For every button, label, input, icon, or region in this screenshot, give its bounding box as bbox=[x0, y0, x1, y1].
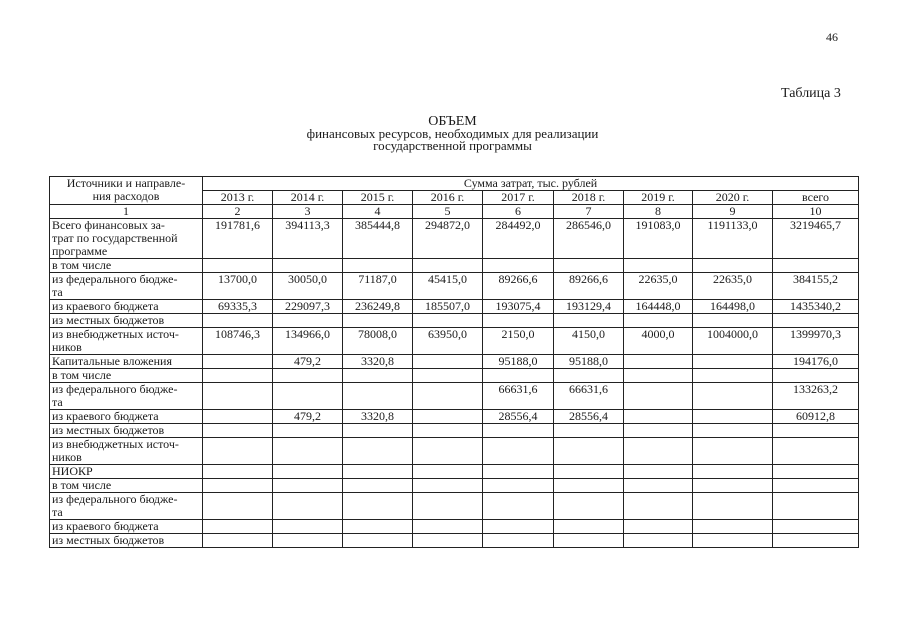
table-row bbox=[50, 273, 859, 300]
table-row bbox=[50, 534, 859, 548]
document-title: ОБЪЕМ bbox=[428, 114, 477, 129]
value-cell: 479,2 bbox=[273, 410, 343, 424]
value-cell bbox=[273, 493, 343, 520]
document-subtitle-line-2: государственной программы bbox=[373, 138, 532, 153]
value-cell: 89266,6 bbox=[554, 273, 624, 300]
table-row bbox=[50, 424, 859, 438]
row-label: из внебюджетных источ- ников bbox=[50, 328, 203, 355]
value-cell: 236249,8 bbox=[343, 300, 413, 314]
value-cell: 22635,0 bbox=[693, 273, 773, 300]
value-cell bbox=[273, 314, 343, 328]
value-cell: 66631,6 bbox=[483, 383, 554, 410]
value-cell bbox=[413, 259, 483, 273]
value-cell: 89266,6 bbox=[483, 273, 554, 300]
value-cell bbox=[693, 259, 773, 273]
value-cell bbox=[413, 465, 483, 479]
value-cell bbox=[203, 424, 273, 438]
value-cell: 479,2 bbox=[273, 355, 343, 369]
value-cell: 2150,0 bbox=[483, 328, 554, 355]
column-number-cell: 4 bbox=[343, 205, 413, 219]
value-cell bbox=[483, 493, 554, 520]
value-cell: 193075,4 bbox=[483, 300, 554, 314]
value-cell bbox=[413, 479, 483, 493]
value-cell bbox=[273, 369, 343, 383]
value-cell: 28556,4 bbox=[554, 410, 624, 424]
value-cell: 191083,0 bbox=[624, 219, 693, 259]
table-row bbox=[50, 479, 859, 493]
header-year-cell: 2014 г. bbox=[273, 191, 343, 205]
value-cell bbox=[413, 534, 483, 548]
value-cell bbox=[413, 424, 483, 438]
value-cell bbox=[203, 410, 273, 424]
value-cell: 28556,4 bbox=[483, 410, 554, 424]
value-cell bbox=[273, 383, 343, 410]
value-cell: 194176,0 bbox=[773, 355, 859, 369]
value-cell bbox=[413, 438, 483, 465]
value-cell bbox=[483, 369, 554, 383]
value-cell bbox=[203, 479, 273, 493]
value-cell bbox=[624, 314, 693, 328]
value-cell bbox=[773, 438, 859, 465]
value-cell bbox=[273, 438, 343, 465]
value-cell: 60912,8 bbox=[773, 410, 859, 424]
table-row bbox=[50, 219, 859, 259]
value-cell bbox=[273, 479, 343, 493]
value-cell: 384155,2 bbox=[773, 273, 859, 300]
value-cell bbox=[203, 438, 273, 465]
value-cell bbox=[273, 424, 343, 438]
value-cell bbox=[343, 520, 413, 534]
column-number-cell: 9 bbox=[693, 205, 773, 219]
value-cell bbox=[554, 479, 624, 493]
value-cell: 4000,0 bbox=[624, 328, 693, 355]
value-cell: 193129,4 bbox=[554, 300, 624, 314]
value-cell bbox=[624, 410, 693, 424]
value-cell: 286546,0 bbox=[554, 219, 624, 259]
value-cell: 71187,0 bbox=[343, 273, 413, 300]
table-label: Таблица 3 bbox=[781, 86, 841, 101]
value-cell bbox=[273, 534, 343, 548]
value-cell: 95188,0 bbox=[554, 355, 624, 369]
value-cell: 385444,8 bbox=[343, 219, 413, 259]
value-cell bbox=[483, 465, 554, 479]
table-row bbox=[50, 259, 859, 273]
value-cell bbox=[343, 465, 413, 479]
value-cell bbox=[554, 314, 624, 328]
value-cell bbox=[483, 534, 554, 548]
header-year-cell: 2015 г. bbox=[343, 191, 413, 205]
value-cell: 108746,3 bbox=[203, 328, 273, 355]
value-cell: 229097,3 bbox=[273, 300, 343, 314]
value-cell bbox=[773, 493, 859, 520]
table-body bbox=[50, 219, 859, 548]
value-cell bbox=[624, 479, 693, 493]
header-year-cell: 2020 г. bbox=[693, 191, 773, 205]
value-cell bbox=[343, 314, 413, 328]
row-label: из краевого бюджета bbox=[50, 410, 203, 424]
value-cell: 134966,0 bbox=[273, 328, 343, 355]
value-cell bbox=[483, 424, 554, 438]
value-cell bbox=[273, 520, 343, 534]
row-label: из внебюджетных источ- ников bbox=[50, 438, 203, 465]
column-number-cell: 5 bbox=[413, 205, 483, 219]
value-cell bbox=[413, 383, 483, 410]
value-cell bbox=[773, 465, 859, 479]
value-cell bbox=[624, 424, 693, 438]
value-cell bbox=[554, 534, 624, 548]
value-cell bbox=[203, 493, 273, 520]
value-cell bbox=[203, 520, 273, 534]
header-year-cell: 2016 г. bbox=[413, 191, 483, 205]
value-cell bbox=[273, 465, 343, 479]
value-cell bbox=[413, 369, 483, 383]
value-cell bbox=[343, 438, 413, 465]
table-row bbox=[50, 369, 859, 383]
value-cell bbox=[554, 438, 624, 465]
column-number-cell: 6 bbox=[483, 205, 554, 219]
value-cell: 164498,0 bbox=[693, 300, 773, 314]
value-cell bbox=[693, 424, 773, 438]
column-number-cell: 1 bbox=[50, 205, 203, 219]
value-cell: 1004000,0 bbox=[693, 328, 773, 355]
value-cell bbox=[343, 383, 413, 410]
value-cell bbox=[624, 493, 693, 520]
header-row-top bbox=[50, 177, 859, 191]
value-cell bbox=[693, 520, 773, 534]
value-cell bbox=[773, 479, 859, 493]
header-column-numbers-row bbox=[50, 205, 859, 219]
value-cell: 1435340,2 bbox=[773, 300, 859, 314]
value-cell bbox=[413, 520, 483, 534]
header-sum-group: Сумма затрат, тыс. рублей bbox=[203, 177, 859, 191]
row-label: в том числе bbox=[50, 259, 203, 273]
row-label: из федерального бюдже- та bbox=[50, 273, 203, 300]
document-subtitle-line-1: финансовых ресурсов, необходимых для реализации bbox=[306, 126, 599, 141]
header-year-cell: всего bbox=[773, 191, 859, 205]
value-cell bbox=[413, 355, 483, 369]
table-row bbox=[50, 438, 859, 465]
header-source-column: Источники и направле- ния расходов bbox=[50, 177, 203, 205]
value-cell bbox=[693, 369, 773, 383]
row-label: из местных бюджетов bbox=[50, 424, 203, 438]
table-row bbox=[50, 300, 859, 314]
value-cell bbox=[773, 520, 859, 534]
row-label: НИОКР bbox=[50, 465, 203, 479]
value-cell bbox=[343, 534, 413, 548]
value-cell bbox=[203, 369, 273, 383]
value-cell bbox=[773, 314, 859, 328]
column-number-cell: 8 bbox=[624, 205, 693, 219]
value-cell bbox=[483, 438, 554, 465]
row-label: в том числе bbox=[50, 369, 203, 383]
value-cell bbox=[203, 259, 273, 273]
value-cell: 30050,0 bbox=[273, 273, 343, 300]
value-cell bbox=[343, 479, 413, 493]
value-cell bbox=[624, 259, 693, 273]
value-cell bbox=[413, 493, 483, 520]
value-cell bbox=[483, 479, 554, 493]
value-cell bbox=[693, 493, 773, 520]
value-cell: 22635,0 bbox=[624, 273, 693, 300]
value-cell bbox=[483, 314, 554, 328]
table-row bbox=[50, 383, 859, 410]
value-cell bbox=[203, 534, 273, 548]
row-label: из краевого бюджета bbox=[50, 300, 203, 314]
value-cell bbox=[554, 465, 624, 479]
value-cell bbox=[773, 424, 859, 438]
value-cell bbox=[693, 383, 773, 410]
value-cell bbox=[693, 479, 773, 493]
value-cell bbox=[203, 355, 273, 369]
column-number-cell: 10 bbox=[773, 205, 859, 219]
value-cell bbox=[624, 465, 693, 479]
value-cell: 284492,0 bbox=[483, 219, 554, 259]
header-year-cell: 2019 г. bbox=[624, 191, 693, 205]
value-cell: 191781,6 bbox=[203, 219, 273, 259]
value-cell: 133263,2 bbox=[773, 383, 859, 410]
budget-table bbox=[49, 176, 859, 548]
value-cell bbox=[343, 369, 413, 383]
value-cell bbox=[773, 369, 859, 383]
value-cell: 185507,0 bbox=[413, 300, 483, 314]
page-number: 46 bbox=[826, 30, 838, 44]
value-cell bbox=[624, 369, 693, 383]
row-label: Капитальные вложения bbox=[50, 355, 203, 369]
column-number-cell: 7 bbox=[554, 205, 624, 219]
table-row bbox=[50, 520, 859, 534]
value-cell bbox=[624, 520, 693, 534]
value-cell bbox=[773, 534, 859, 548]
value-cell: 13700,0 bbox=[203, 273, 273, 300]
column-number-cell: 2 bbox=[203, 205, 273, 219]
value-cell: 3219465,7 bbox=[773, 219, 859, 259]
header-year-cell: 2013 г. bbox=[203, 191, 273, 205]
value-cell: 294872,0 bbox=[413, 219, 483, 259]
document-heading bbox=[0, 116, 905, 152]
row-label: Всего финансовых за- трат по государственной программе bbox=[50, 219, 203, 259]
value-cell: 1399970,3 bbox=[773, 328, 859, 355]
table-row bbox=[50, 355, 859, 369]
row-label: из федерального бюдже- та bbox=[50, 383, 203, 410]
column-number-cell: 3 bbox=[273, 205, 343, 219]
table-row bbox=[50, 493, 859, 520]
value-cell bbox=[693, 355, 773, 369]
value-cell: 45415,0 bbox=[413, 273, 483, 300]
value-cell bbox=[343, 259, 413, 273]
value-cell bbox=[343, 424, 413, 438]
value-cell bbox=[624, 355, 693, 369]
row-label: из местных бюджетов bbox=[50, 314, 203, 328]
row-label: в том числе bbox=[50, 479, 203, 493]
row-label: из краевого бюджета bbox=[50, 520, 203, 534]
value-cell bbox=[554, 493, 624, 520]
value-cell bbox=[554, 369, 624, 383]
header-year-cell: 2017 г. bbox=[483, 191, 554, 205]
value-cell bbox=[203, 465, 273, 479]
value-cell: 3320,8 bbox=[343, 355, 413, 369]
value-cell bbox=[624, 383, 693, 410]
value-cell: 69335,3 bbox=[203, 300, 273, 314]
value-cell: 95188,0 bbox=[483, 355, 554, 369]
table-row bbox=[50, 465, 859, 479]
value-cell: 394113,3 bbox=[273, 219, 343, 259]
value-cell bbox=[203, 383, 273, 410]
row-label: из федерального бюдже- та bbox=[50, 493, 203, 520]
value-cell bbox=[554, 520, 624, 534]
value-cell bbox=[554, 424, 624, 438]
table-row bbox=[50, 410, 859, 424]
value-cell bbox=[693, 314, 773, 328]
value-cell bbox=[273, 259, 343, 273]
value-cell bbox=[624, 438, 693, 465]
value-cell bbox=[203, 314, 273, 328]
value-cell bbox=[693, 534, 773, 548]
value-cell bbox=[693, 438, 773, 465]
table-row bbox=[50, 328, 859, 355]
value-cell: 63950,0 bbox=[413, 328, 483, 355]
value-cell bbox=[554, 259, 624, 273]
value-cell bbox=[773, 259, 859, 273]
table-row bbox=[50, 314, 859, 328]
value-cell bbox=[413, 314, 483, 328]
value-cell bbox=[413, 410, 483, 424]
value-cell bbox=[693, 410, 773, 424]
header-year-cell: 2018 г. bbox=[554, 191, 624, 205]
value-cell bbox=[693, 465, 773, 479]
row-label: из местных бюджетов bbox=[50, 534, 203, 548]
value-cell bbox=[483, 520, 554, 534]
value-cell bbox=[343, 493, 413, 520]
value-cell bbox=[624, 534, 693, 548]
value-cell: 78008,0 bbox=[343, 328, 413, 355]
value-cell bbox=[483, 259, 554, 273]
value-cell: 66631,6 bbox=[554, 383, 624, 410]
value-cell: 1191133,0 bbox=[693, 219, 773, 259]
value-cell: 3320,8 bbox=[343, 410, 413, 424]
value-cell: 164448,0 bbox=[624, 300, 693, 314]
value-cell: 4150,0 bbox=[554, 328, 624, 355]
